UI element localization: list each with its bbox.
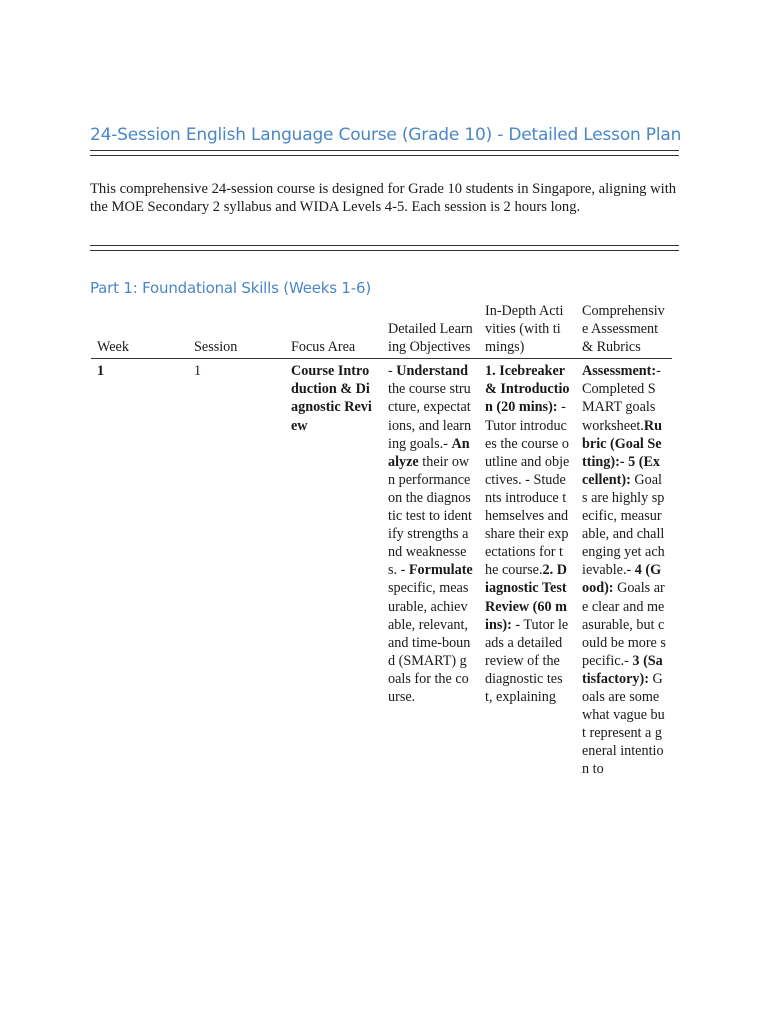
rubric-level-4: 4 (Good): [582,562,662,597]
objective-text-2: their own performance on the diagnostic test to identify strengths and weaknesses. - [388,453,472,579]
intro-divider [90,245,679,251]
objective-verb-understand: Understand [396,363,469,380]
header-activities: In-Depth Activities (with timings) [479,302,576,359]
header-session: Session [188,302,285,359]
cell-assessment [576,359,672,779]
cell-activities [479,359,576,779]
rubric-text-4: Goals are clear and measurable, but could be more specific.- [582,580,666,669]
objectives-dash: - [388,363,397,380]
document-title: 24-Session English Language Course (Grade 10) - Detailed Lesson Plan [90,125,682,145]
activity-heading-2: 2. Diagnostic Test Review (60 mins): [485,562,567,633]
lesson-plan-table [91,302,672,778]
part1-heading: Part 1: Foundational Skills (Weeks 1-6) [90,279,371,297]
table-header-row [91,302,672,359]
assessment-label: Assessment: [582,363,657,380]
header-assessment: Comprehensive Assessment & Rubrics [576,302,672,359]
rubric-level-3: 3 (Satisfactory): [582,652,663,687]
title-divider [90,150,679,156]
activity-text-1: - Tutor introduces the course outline and objectives. - Students introduce themselves and share their expectations for the course. [485,399,570,579]
activity-text-2: - Tutor leads a detailed review of the diagnostic test, explaining [485,616,569,705]
rubric-text-3: Goals are somewhat vague but represent a general intention to [582,670,665,778]
rubric-text-5: Goals are highly specific, measurable, and challenging yet achievable.- [582,471,665,579]
objective-text-1: the course structure, expectations, and learning goals.- [388,381,472,452]
assessment-text-1: - Completed SMART goals worksheet. [582,363,661,434]
focus-area-text: Course Introduction & Diagnostic Review [291,363,372,434]
header-week: Week [91,302,188,359]
table-row [91,359,672,779]
cell-focus-area [285,359,382,779]
week-number: 1 [97,363,105,380]
rubric-heading: Rubric (Goal Setting):- 5 (Excellent): [582,417,662,488]
cell-session: 1 [194,363,202,380]
cell-week [91,359,188,779]
activity-heading-1: 1. Icebreaker & Introduction (20 mins): [485,363,570,416]
cell-objectives [382,359,479,779]
objective-verb-analyze: Analyze [388,435,470,470]
intro-paragraph: This comprehensive 24-session course is designed for Grade 10 students in Singapore, aligning with the MOE Secondary 2 syllabus and WIDA Levels 4-5. Each session is 2 hours long. [90,181,677,215]
header-objectives: Detailed Learning Objectives [382,302,479,359]
objective-verb-formulate: Formulate [408,562,473,579]
objective-text-3: specific, measurable, achievable, relevant, and time-bound (SMART) goals for the course. [388,580,471,705]
header-focus-area: Focus Area [285,302,382,359]
